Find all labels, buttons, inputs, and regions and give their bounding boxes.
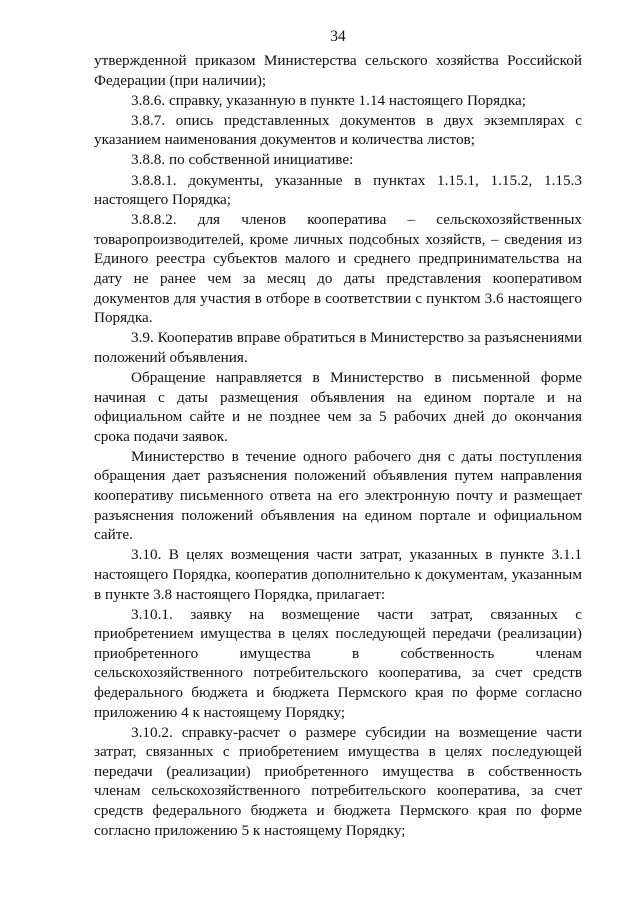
paragraph-3-8-7: 3.8.7. опись представленных документов в двух экземплярах с указанием наименования документов и количества листов; — [94, 111, 582, 149]
paragraph-3-9: 3.9. Кооператив вправе обратиться в Министерство за разъяснениями положений объявления. — [94, 329, 582, 366]
paragraph-3-10-1: 3.10.1. заявку на возмещение части затрат, связанных с приобретением имущества в целях последующей передачи (реализации) приобретенного имущества в собственность членам сельскохозяйственного потребительского кооператива, за счет средств федерального бюджета и бюджета Пермского края по форме согласно приложению 4 к настоящему Порядку; — [94, 605, 582, 721]
paragraph-3-8-8: 3.8.8. по собственной инициативе: — [131, 151, 354, 169]
paragraph-3-10: 3.10. В целях возмещения части затрат, указанных в пункте 3.1.1 настоящего Порядка, кооператив дополнительно к документам, указанным в пункте 3.8 настоящего Порядка, прилагает: — [94, 546, 582, 603]
paragraph-continuation: утвержденной приказом Министерства сельского хозяйства Российской Федерации (при наличии); — [94, 52, 582, 89]
document-body — [94, 51, 582, 841]
paragraph-3-9-response: Министерство в течение одного рабочего дня с даты поступления обращения дает разъяснения положений объявления путем направления кооперативу письменного ответа на его электронную почту и размещает разъяснения положений объявления на едином портале и официальном сайте. — [94, 447, 582, 544]
paragraph-3-8-8-2: 3.8.8.2. для членов кооператива – сельскохозяйственных товаропроизводителей, кроме личных подсобных хозяйств, – сведения из Единого реестра субъектов малого и среднего предпринимательства на дату не ранее чем за месяц до даты представления кооперативом документов для участия в отборе в соответствии с пунктом 3.6 настоящего Порядка. — [94, 211, 582, 327]
paragraph-3-8-8-1: 3.8.8.1. документы, указанные в пунктах 1.15.1, 1.15.2, 1.15.3 настоящего Порядка; — [94, 171, 582, 209]
paragraph-3-9-request: Обращение направляется в Министерство в письменной форме начиная с даты размещения объявления на едином портале и на официальном сайте и не позднее чем за 5 рабочих дней до окончания срока подачи заявок. — [94, 369, 582, 445]
paragraph-3-10-2: 3.10.2. справку-расчет о размере субсидии на возмещение части затрат, связанных с приобретением имущества в целях последующей передачи (реализации) приобретенного имущества в собственность членам сельскохозяйственного потребительского кооператива, за счет средств федерального бюджета и бюджета Пермского края по форме согласно приложению 5 к настоящему Порядку; — [94, 723, 582, 839]
page-number: 34 — [330, 28, 346, 45]
paragraph-3-8-6: 3.8.6. справку, указанную в пункте 1.14 настоящего Порядка; — [131, 91, 526, 109]
